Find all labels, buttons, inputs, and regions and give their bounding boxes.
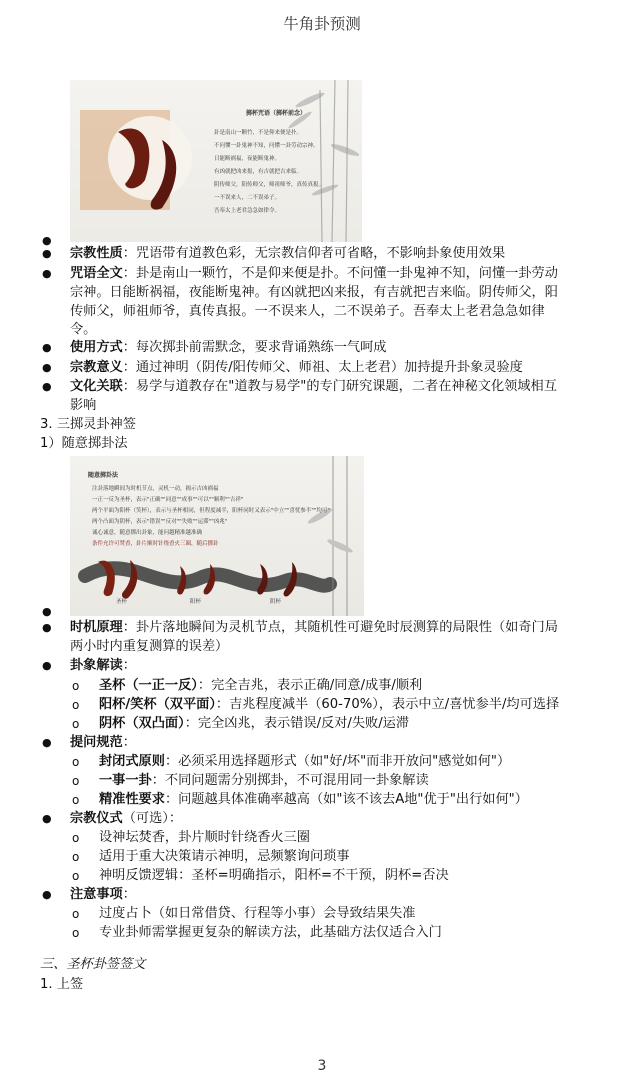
sub-bullet-icon: o (72, 850, 80, 864)
item-label: 宗教仪式 (70, 811, 123, 826)
figure1-line: 不问懂一卦鬼神不知，问懂一卦劳动宗神。 (214, 143, 319, 149)
item-text: ：咒语带有道教色彩，无宗教信仰者可省略，不影响卦象使用效果 (122, 246, 506, 261)
item-label: 宗教意义 (70, 360, 123, 375)
item-label: 宗教性质 (70, 246, 123, 261)
item-label: 注意事项 (70, 887, 123, 902)
figure1-line: 吾奉太上老君急急如律令。 (214, 208, 281, 214)
bullet-icon: ● (42, 234, 52, 247)
figure2-label-yang-bei: 阳杯 (190, 599, 202, 605)
sub-bullet-icon: o (72, 831, 80, 845)
figure2-line: 两个平面为阳杯（笑杯），表示与圣杯相同，但程度减半，阳杯同时又表示"中立""喜忧参半""均可" (92, 508, 330, 514)
figure1-line: 日能断祸福，夜能断鬼神。 (214, 156, 281, 162)
figure-random-toss-method (70, 456, 364, 616)
item-text: ：卦片落地瞬间为灵机节点，其随机性可避免时辰测算的局限性（如奇门局 (122, 620, 558, 635)
bullet-icon: ● (42, 247, 52, 260)
figure2-line: 两个凸面为阴杯，表示"错误""反对""失败""运滞""凶兆" (92, 519, 228, 525)
bullet-icon: ● (42, 621, 52, 634)
bullet-icon: ● (42, 736, 52, 749)
bamboo-decoration (306, 456, 354, 616)
bullet-icon: ● (42, 341, 52, 354)
figure2-label-yin-bei: 阴杯 (270, 599, 282, 605)
sub-bullet-icon: o (72, 793, 80, 807)
item-text: ：卦是南山一颗竹，不是仰来便是扑。不问懂一卦鬼神不知，问懂一卦劳动 (122, 266, 558, 281)
bullet-icon: ● (42, 380, 52, 393)
item-label: 文化关联 (70, 379, 123, 394)
figure1-line: 有凶就把凶来报，有吉就把吉来临。 (214, 169, 303, 175)
white-circle-decoration (108, 116, 192, 200)
figure2-line: 诚心诚意，随意掷出卦象，能问越精准越准确 (92, 530, 203, 536)
figure2-label-sheng-bei: 圣杯 (116, 599, 128, 605)
figure1-line: 卦是南山一颗竹，不是仰来便是扑。 (214, 130, 303, 136)
bullet-icon: ● (42, 361, 52, 374)
bamboo-decoration (320, 80, 348, 242)
sub-bullet-icon: o (72, 679, 80, 693)
bullet-icon: ● (42, 605, 52, 618)
item-label: 使用方式 (70, 340, 123, 355)
figure1-line: 阴传师父，阳传师父，师祖师爷，真传真报。 (214, 182, 325, 188)
figure-divination-incantation (70, 80, 362, 242)
figure2-illustration (70, 456, 364, 616)
document-header: 牛角卦预测 (283, 15, 361, 33)
bullet-icon: ● (42, 267, 52, 280)
bullet-icon: ● (42, 659, 52, 672)
sub-bullet-icon: o (72, 755, 80, 769)
item-text: ：每次掷卦前需默念，要求背诵熟练一气呵成 (122, 340, 387, 355)
sub-bullet-icon: o (72, 907, 80, 921)
figure2-line: 一正一反为圣杯，表示"正确""同意""成事""可以""顺利""吉祥" (92, 497, 244, 503)
sub-bullet-icon: o (72, 869, 80, 883)
item-label: 提问规范 (70, 735, 123, 750)
sub-bullet-icon: o (72, 717, 80, 731)
figure2-line: 注卦落地瞬间为时机节点，灵机一动，揭示吉凶祸福 (92, 486, 219, 492)
sub-bullet-icon: o (72, 774, 80, 788)
item-text: ：易学与道教存在"道教与易学"的专门研究课题，二者在神秘文化领域相互 (122, 379, 557, 394)
bullet-icon: ● (42, 888, 52, 901)
figure2-line: 条件允许可焚香，卦片顺时针绕香火三圈，随后掷卦 (92, 541, 219, 547)
item-label: 卦象解读 (70, 658, 123, 673)
item-label: 咒语全文 (70, 266, 123, 281)
item-text: ：通过神明（阴传/阳传师父、师祖、太上老君）加持提升卦象灵验度 (122, 360, 523, 375)
figure1-line: 一不误来人，二不误弟子。 (214, 195, 281, 201)
item-label: 时机原理 (70, 620, 123, 635)
page-number: 3 (317, 1058, 327, 1074)
sub-bullet-icon: o (72, 926, 80, 940)
sub-bullet-icon: o (72, 698, 80, 712)
figure1-title: 掷杯咒语（掷杯前念） (246, 110, 307, 117)
figure2-title: 随意掷卦法 (88, 472, 119, 479)
bullet-icon: ● (42, 812, 52, 825)
